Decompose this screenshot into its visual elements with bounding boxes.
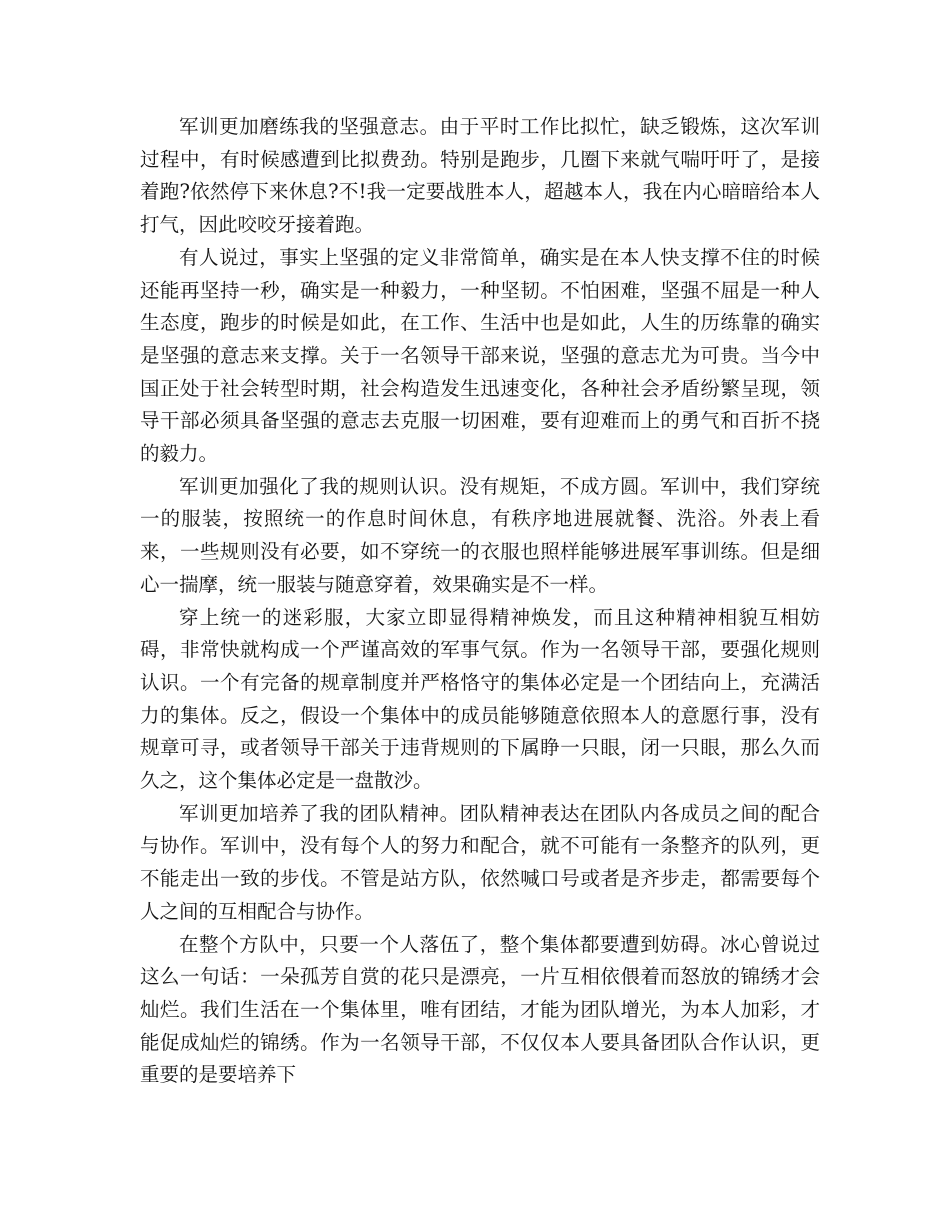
paragraph-6: 在整个方队中，只要一个人落伍了，整个集体都要遭到妨碍。冰心曾说过这么一句话：一朵孤芳自赏的花只是漂亮，一片互相依偎着而怒放的锦绣才会灿烂。我们生活在一个集体里，唯有团结，才能为团队增光，为本人加彩，才能促成灿烂的锦绣。作为一名领导干部，不仅仅本人要具备团队合作认识，更重要的是要培养下	[140, 932, 820, 1087]
paragraph-1: 军训更加磨练我的坚强意志。由于平时工作比拟忙，缺乏锻炼，这次军训过程中，有时候感遭到比拟费劲。特别是跑步，几圈下来就气喘吁吁了，是接着跑?依然停下来休息?不!我一定要战胜本人，超越本人，我在内心暗暗给本人打气，因此咬咬牙接着跑。	[140, 115, 820, 237]
paragraph-3: 军训更加强化了我的规则认识。没有规矩，不成方圆。军训中，我们穿统一的服装，按照统一的作息时间休息，有秩序地进展就餐、洗浴。外表上看来，一些规则没有必要，如不穿统一的衣服也照样能够进展军事训练。但是细心一揣摩，统一服装与随意穿着，效果确实是不一样。	[140, 474, 820, 596]
paragraph-5: 军训更加培养了我的团队精神。团队精神表达在团队内各成员之间的配合与协作。军训中，没有每个人的努力和配合，就不可能有一条整齐的队列，更不能走出一致的步伐。不管是站方队，依然喊口号或者是齐步走，都需要每个人之间的互相配合与协作。	[140, 801, 820, 923]
paragraph-2: 有人说过，事实上坚强的定义非常简单，确实是在本人快支撑不住的时候还能再坚持一秒，确实是一种毅力，一种坚韧。不怕困难，坚强不屈是一种人生态度，跑步的时候是如此，在工作、生活中也是如此，人生的历练靠的确实是坚强的意志来支撑。关于一名领导干部来说，坚强的意志尤为可贵。当今中国正处于社会转型时期，社会构造发生迅速变化，各种社会矛盾纷繁呈现，领导干部必须具备坚强的意志去克服一切困难，要有迎难而上的勇气和百折不挠的毅力。	[140, 245, 820, 466]
paragraph-4: 穿上统一的迷彩服，大家立即显得精神焕发，而且这种精神相貌互相妨碍，非常快就构成一个严谨高效的军事气氛。作为一名领导干部，要强化规则认识。一个有完备的规章制度并严格恪守的集体必定是一个团结向上，充满活力的集体。反之，假设一个集体中的成员能够随意依照本人的意愿行事，没有规章可寻，或者领导干部关于违背规则的下属睁一只眼，闭一只眼，那么久而久之，这个集体必定是一盘散沙。	[140, 605, 820, 793]
document-body	[140, 111, 820, 1092]
